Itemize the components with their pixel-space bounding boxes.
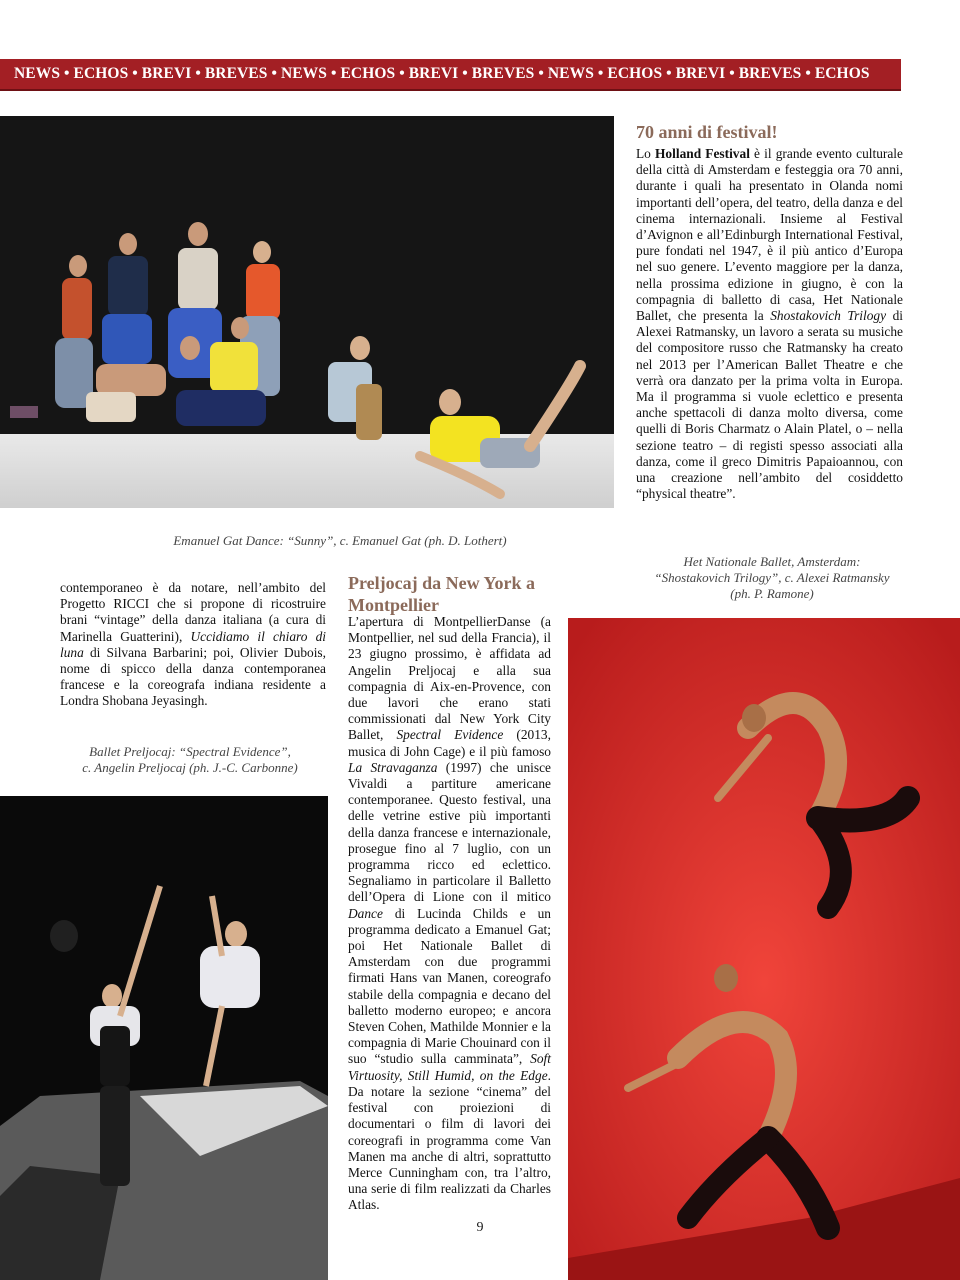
text-segment: (2013, musica di John Cage) e il più famoso <box>348 727 551 759</box>
left-column-text <box>60 580 326 710</box>
article-title-70-anni: 70 anni di festival! <box>636 122 778 142</box>
text-segment: Lo <box>636 146 656 161</box>
preljocaj-stage-image <box>0 796 328 1280</box>
text-italic: Uccidiamo il chiaro di luna <box>60 628 327 660</box>
photo-het-nationale-ballet <box>568 618 960 1280</box>
text-italic: Dance <box>348 905 383 921</box>
text-segment: . Da notare la sezione “cinema” del festival con proiezioni di documentari o film di lavori dei coreografi in programma come Van Manen ma anche di altri, soprattutto Merce Cunningham con, tra l’altro, una serie di film realizzati da Charles Atlas. <box>348 1067 551 1213</box>
section-banner <box>0 59 901 91</box>
text-italic: Soft Virtuosity, Still Humid, on the Edge <box>348 1051 551 1083</box>
text-italic: Spectral Evidence <box>396 727 504 743</box>
text-segment: è il grande evento culturale della città di Amsterdam e festeggia ora 70 anni, durante i quali ha presentato in Olanda nomi importanti dell’opera, del teatro, della danza e del cinema internazionali. Insieme al Festival d’Avignon e all’Edinburgh International Festival, pure fondati nel 1947, è il più antico d’Europa nel suo genere. L’evento maggiore per la danza, nella prossima edizione in giugno, è con la compagnia di balletto di casa, Het Nationale Ballet, che presenta la <box>636 146 903 324</box>
article-body-preljocaj <box>348 614 551 1214</box>
page-number: 9 <box>476 1220 484 1235</box>
red-stage-jump-image <box>568 618 960 1280</box>
caption-line: c. Angelin Preljocaj (ph. J.-C. Carbonne) <box>82 760 298 775</box>
shostakovich-trilogy-italic: Shostakovich Trilogy <box>770 308 887 324</box>
banner-text: NEWS • ECHOS • BREVI • BREVES • NEWS • ECHOS • BREVI • BREVES • NEWS • ECHOS • BREVI • BREVES • ECHOS <box>14 65 870 82</box>
photo-emanuel-gat-dance <box>0 116 614 508</box>
text-segment: L’apertura di MontpellierDanse (a Montpellier, nel sud della Francia), il 23 giugno prossimo, è affidata ad Angelin Preljocaj e alla sua compagnia di Aix-en-Provence, con due lavori che erano stati commissionati dal New York City Ballet, <box>348 614 551 743</box>
text-segment: (1997) che unisce Vivaldi a partiture americane contemporanee. Questo festival, una delle vetrine estive più importanti della danza francese e internazionale, prosegue fino al 7 luglio, con un programma ricco ed eclettico. Segnaliamo in particolare il Balletto dell’Opera di Lione con il mitico <box>348 759 551 905</box>
caption-line: (ph. P. Ramone) <box>730 586 814 601</box>
text-italic: La Stravaganza <box>348 759 438 775</box>
photo-ballet-preljocaj <box>0 796 328 1280</box>
article-title-preljocaj: Preljocaj da New York a Montpellier <box>348 573 535 615</box>
caption-het-nationale-ballet <box>622 554 922 602</box>
text-segment: di Alexei Ratmansky, un lavoro a serata su musiche del compositore russo che Ratmansky ha creato nel 2013 per l’American Ballet Theatre e che verrà ora danzato per la prima volta in Europa. Ma il programma si vuole eclettico e presenta anche spettacoli di danza molto diversa, come quelli di Boris Charmatz o Alain Platel, o – nella sezione teatro – di registi spesso associati alla danza, come il greco Dimitris Papaioannou, con una creazione nell’ambito del cosiddetto “physical theatre”. <box>636 308 904 502</box>
caption-line: “Shostakovich Trilogy”, c. Alexei Ratmansky <box>654 570 890 585</box>
caption-emanuel-gat: Emanuel Gat Dance: “Sunny”, c. Emanuel Gat (ph. D. Lothert) <box>173 533 507 548</box>
article-body-70-anni <box>636 146 903 502</box>
caption-line: Ballet Preljocaj: “Spectral Evidence”, <box>89 744 291 759</box>
caption-line: Het Nationale Ballet, Amsterdam: <box>683 554 861 569</box>
text-segment: di Silvana Barbarini; poi, Olivier Dubois, nome di spicco della danza contemporanea francese e la coreografa indiana residente a Londra Shobana Jeyasingh. <box>60 644 326 709</box>
holland-festival-bold: Holland Festival <box>655 146 750 161</box>
text-segment: di Lucinda Childs e un programma dedicato a Emanuel Gat; poi Het Nationale Ballet di Amsterdam con due programmi firmati Hans van Manen, coreografo stabile della compagnia e decano del balletto moderno europeo; e ancora Steven Cohen, Mathilde Monnier e la compagnia di Marie Chouinard con il suo “studio sulla camminata”, <box>348 905 551 1067</box>
dance-group-image <box>0 116 614 508</box>
caption-ballet-preljocaj <box>40 744 340 776</box>
text-segment: contemporaneo è da notare, nell’ambito del Progetto RICCI che si propone di ricostruire brani “vintage” della danza italiana (a cura di Marinella Guatterini), <box>60 580 326 644</box>
